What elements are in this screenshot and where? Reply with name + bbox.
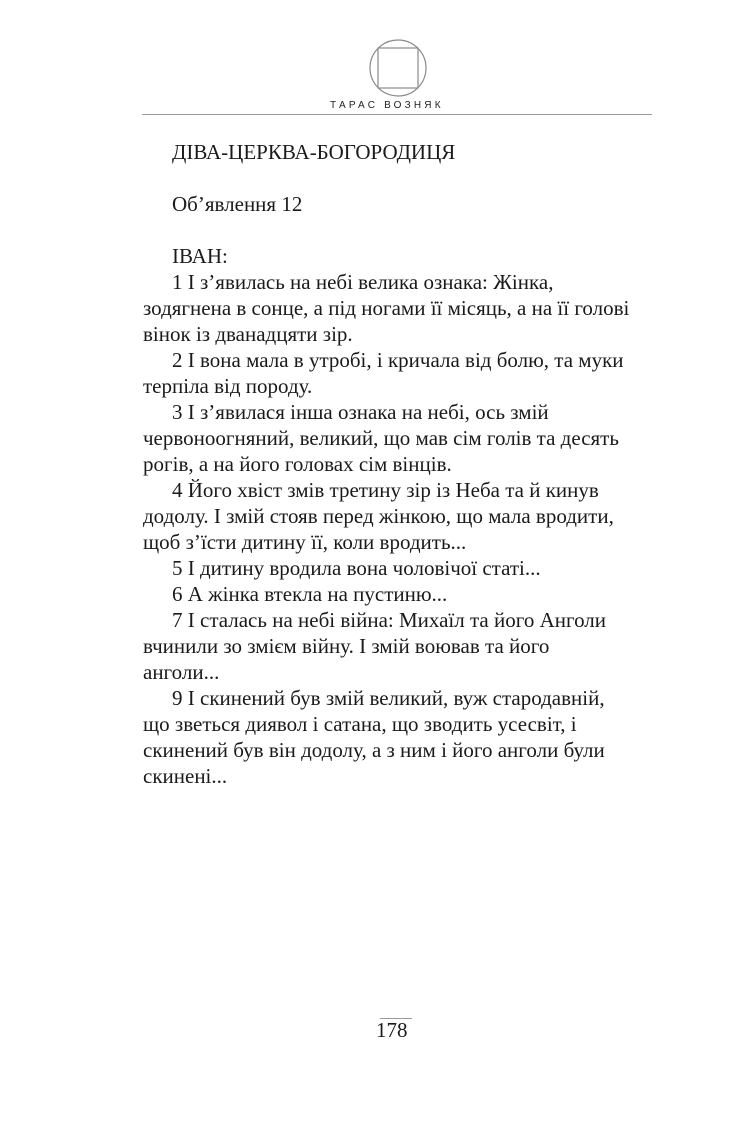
- verse-line: 4 Його хвіст змів третину зір із Неба та й кинув: [172, 478, 599, 502]
- verse-line: зодягнена в сонце, а під ногами її місяць, а на її голові: [143, 296, 630, 320]
- verse-line: додолу. І змій стояв перед жінкою, що мала вродити,: [143, 504, 614, 528]
- speaker-label: ІВАН:: [172, 244, 228, 268]
- verse-line: 5 І дитину вродила вона чоловічої статі...: [172, 556, 541, 580]
- running-header: ТАРАС ВОЗНЯК: [330, 100, 444, 111]
- verse-line: скинений був він додолу, а з ним і його анголи були: [143, 738, 605, 762]
- verse-paragraph: [143, 477, 663, 555]
- header-divider: [142, 114, 652, 115]
- circle-square-logo-icon: [368, 38, 428, 98]
- verse-line: терпіла від породу.: [143, 374, 313, 398]
- page-number: 178: [376, 1018, 408, 1042]
- verse-line: щоб з’їсти дитину її, коли вродить...: [143, 530, 467, 554]
- verse-line: анголи...: [143, 660, 220, 684]
- verse-paragraph: [143, 347, 663, 399]
- verse-line: рогів, а на його головах сім вінців.: [143, 452, 452, 476]
- verse-line: 7 І сталась на небі війна: Михаїл та його Анголи: [172, 608, 607, 632]
- chapter-heading: Об’явлення 12: [172, 192, 303, 216]
- verse-line: 6 А жінка втекла на пустиню...: [172, 582, 448, 606]
- verse-list: [143, 269, 663, 789]
- verse-line: що зветься диявол і сатана, що зводить усесвіт, і: [143, 712, 577, 736]
- page-title: ДІВА-ЦЕРКВА-БОГОРОДИЦЯ: [172, 140, 456, 164]
- verse-line: 9 І скинений був змій великий, вуж стародавній,: [172, 686, 605, 710]
- verse-line: 3 І з’явилася інша ознака на небі, ось змій: [172, 400, 549, 424]
- verse-paragraph: [143, 269, 663, 347]
- verse-paragraph: [143, 685, 663, 789]
- verse-line: вчинили зо змієм війну. І змій воював та його: [143, 634, 550, 658]
- verse-line: червоноогняний, великий, що мав сім голів та десять: [143, 426, 619, 450]
- verse-paragraph: [143, 555, 663, 581]
- verse-paragraph: [143, 607, 663, 685]
- verse-line: 1 І з’явилась на небі велика ознака: Жінка,: [172, 270, 554, 294]
- verse-line: вінок із дванадцяти зір.: [143, 322, 353, 346]
- verse-line: скинені...: [143, 764, 228, 788]
- verse-line: 2 І вона мала в утробі, і кричала від болю, та муки: [172, 348, 624, 372]
- verse-paragraph: [143, 581, 663, 607]
- verse-paragraph: [143, 399, 663, 477]
